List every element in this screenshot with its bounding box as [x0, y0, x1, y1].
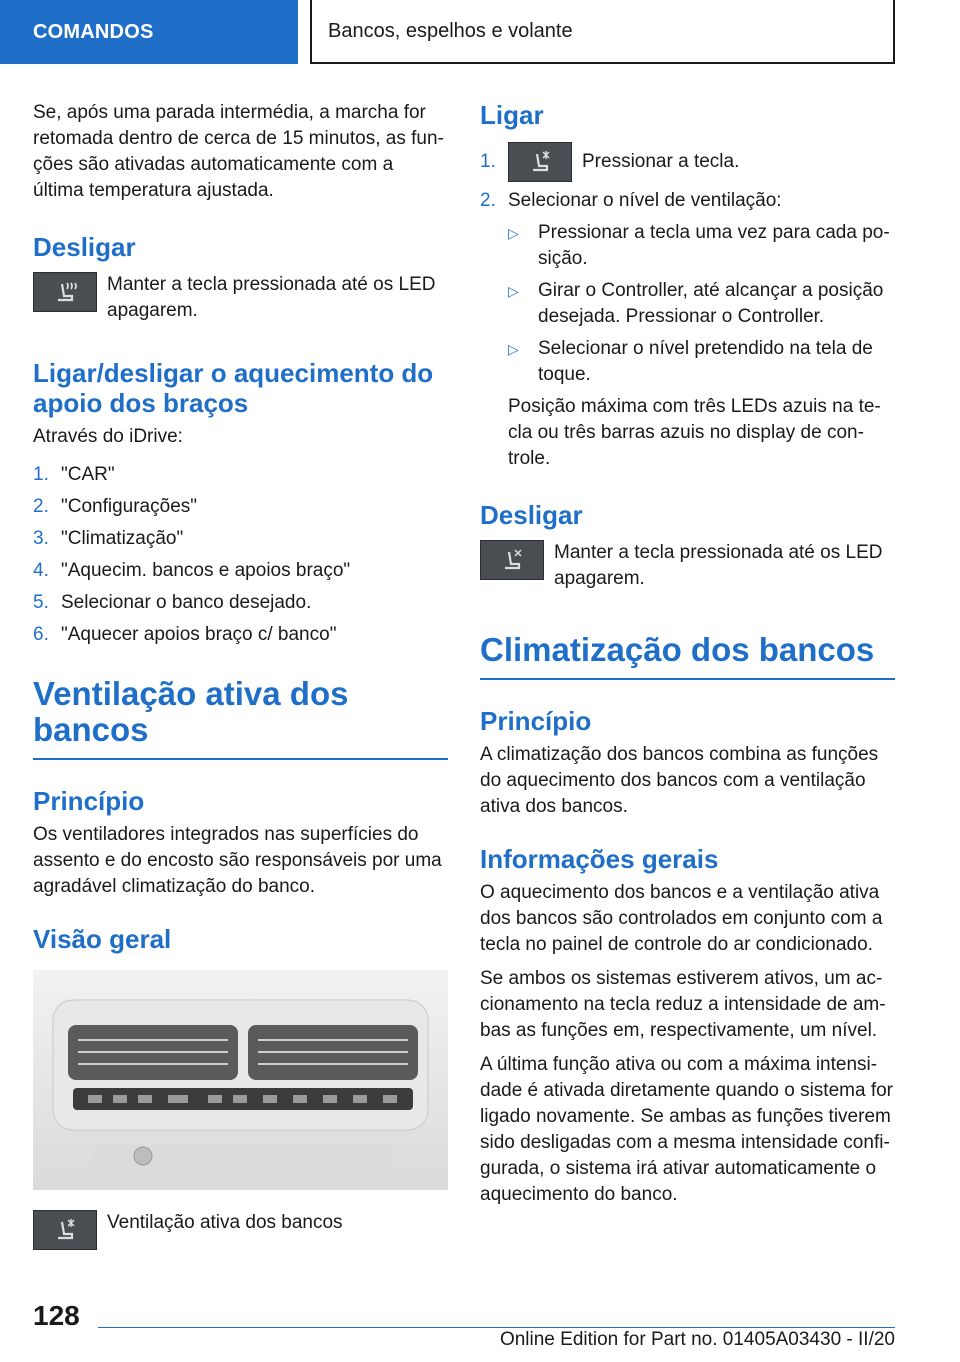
principio-heading: Princípio	[33, 786, 145, 816]
armrest-intro: Através do iDrive:	[33, 426, 183, 447]
info-paragraph-3: A última função ativa ou com a máxima intensi-dade é ativada diretamente quando o sistema for ligado novamente. Se ambas as funções tiverem sido desligadas com a mesma intensidade confi-gurada, o sistema irá ativar automaticamente o aquecimento do banco.	[480, 1054, 893, 1205]
section-tab	[0, 0, 298, 64]
list-item: 1. "CAR"	[33, 464, 115, 485]
list-item: 5. Selecionar o banco desejado.	[33, 592, 312, 613]
caption-row	[33, 1210, 448, 1250]
control-panel-photo	[33, 970, 448, 1190]
seat-vent-key-icon	[33, 1210, 97, 1250]
left-column	[33, 100, 448, 1250]
chapter-header	[310, 0, 895, 64]
list-item: 4. "Aquecim. bancos e apoios braço"	[33, 560, 351, 581]
clim-heading: Climatização dos bancos	[480, 631, 875, 668]
desligar-text: Manter a tecla pressionada até os LED apagarem.	[107, 274, 436, 321]
chapter-label: Bancos, espelhos e volante	[328, 19, 573, 42]
list-item: ▷ Selecionar o nível pretendido na tela de toque.	[508, 338, 873, 385]
principio-text: Os ventiladores integrados nas superfícies do assento e do encosto são responsáveis por uma agradável climatização do banco.	[33, 824, 442, 897]
right-column	[480, 100, 895, 1208]
principio-text: A climatização dos bancos combina as funções do aquecimento dos bancos com a ventilação ativa dos bancos.	[480, 744, 879, 817]
vent-heading: Ventilação ativa dos bancos	[33, 675, 349, 748]
armrest-heading: Ligar/desligar o aquecimento do apoio dos braços	[33, 358, 434, 418]
section-label: COMANDOS	[33, 20, 154, 43]
list-item: 2. Selecionar o nível de ventilação:	[480, 190, 782, 211]
seat-vent-key-icon	[508, 142, 572, 182]
list-item: ▷ Girar o Controller, até alcançar a posição desejada. Pressionar o Controller.	[508, 280, 884, 327]
list-item: 6. "Aquecer apoios braço c/ banco"	[33, 624, 337, 645]
intro-paragraph: Se, após uma parada intermédia, a marcha for retomada dentro de cerca de 15 minutos, as fun-ções são ativadas automaticamente com a última temperatura ajustada.	[33, 102, 444, 201]
list-item: 2. "Configurações"	[33, 496, 198, 517]
seat-vent-key-icon	[480, 540, 544, 580]
desligar-text: Manter a tecla pressionada até os LED apagarem.	[554, 542, 883, 589]
ligar-sub-steps	[508, 220, 895, 388]
page-number: 128	[33, 1300, 80, 1331]
desligar-heading: Desligar	[480, 500, 583, 530]
armrest-steps	[33, 462, 448, 648]
info-heading: Informações gerais	[480, 844, 719, 874]
info-paragraph-1: O aquecimento dos bancos e a ventilação ativa dos bancos são controlados em conjunto com a tecla no painel de controle do ar condicionado.	[480, 882, 883, 955]
max-position-text: Posição máxima com três LEDs azuis na te-cla ou três barras azuis no display de con-trole.	[508, 396, 881, 469]
principio-heading: Princípio	[480, 706, 592, 736]
desligar-row	[33, 272, 448, 324]
list-item: 3. "Climatização"	[33, 528, 184, 549]
footer-rule	[98, 1327, 895, 1328]
photo-caption: Ventilação ativa dos bancos	[107, 1212, 343, 1233]
info-paragraph-2: Se ambos os sistemas estiverem ativos, um ac-cionamento na tecla reduz a intensidade de am-bas as funções em, respectivamente, um nível.	[480, 968, 886, 1041]
ligar-steps	[480, 142, 895, 214]
list-item: ▷ Pressionar a tecla uma vez para cada po-sição.	[508, 222, 890, 269]
desligar-row	[480, 540, 895, 592]
edition-text: Online Edition for Part no. 01405A03430 - II/20	[499, 1329, 895, 1350]
visao-heading: Visão geral	[33, 924, 172, 954]
list-item: 1. Pressionar a tecla.	[480, 142, 895, 182]
ligar-heading: Ligar	[480, 100, 544, 130]
desligar-heading: Desligar	[33, 232, 136, 262]
seat-heat-key-icon	[33, 272, 97, 312]
